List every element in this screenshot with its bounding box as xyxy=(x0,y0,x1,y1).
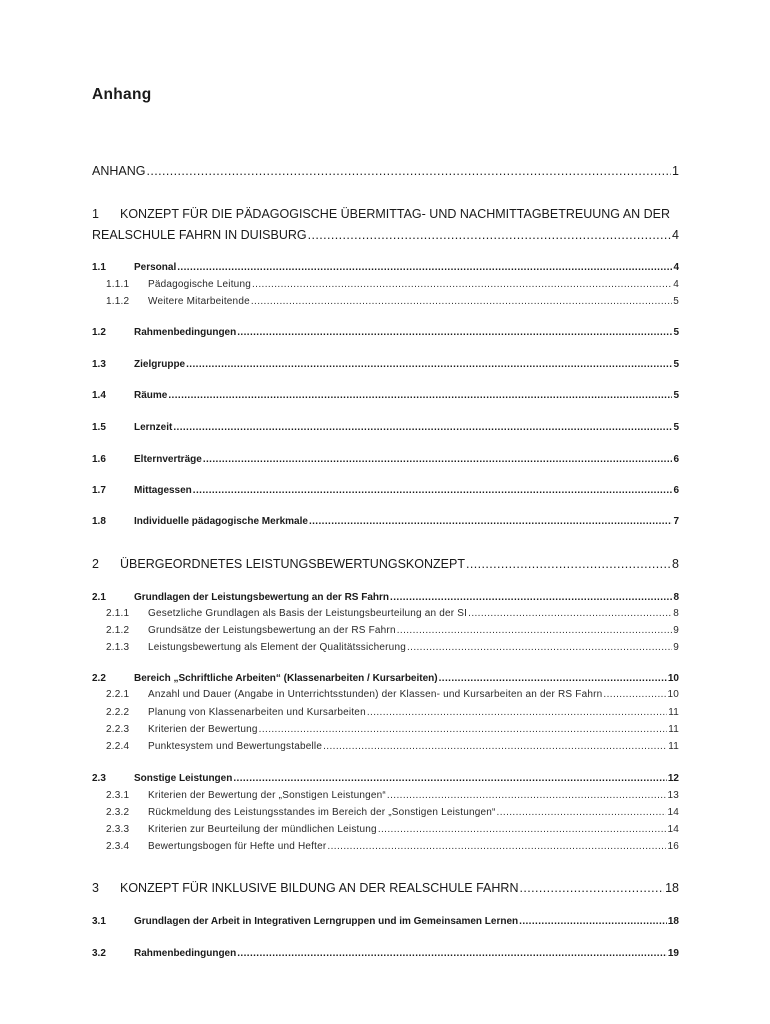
toc-page-number: 19 xyxy=(667,948,679,959)
toc-entry-chapter-1-line1[interactable] xyxy=(92,207,670,221)
toc-entry-label: Leistungsbewertung als Element der Qualitätssicherung xyxy=(148,642,406,653)
dot-leader xyxy=(407,643,672,653)
dot-leader xyxy=(468,609,672,619)
toc-entry-1-1-1[interactable] xyxy=(106,280,679,290)
toc-entry-label: Kriterien der Bewertung der „Sonstigen Leistungen“ xyxy=(148,790,386,801)
dot-leader xyxy=(193,486,673,496)
toc-page-number: 4 xyxy=(673,279,679,290)
toc-page-number: 10 xyxy=(667,689,679,700)
toc-entry-2-3-4[interactable] xyxy=(106,842,679,852)
dot-leader xyxy=(237,328,672,338)
toc-page-number: 6 xyxy=(673,485,679,496)
toc-entry-number: 1.4 xyxy=(92,390,106,401)
toc-entry-label: ÜBERGEORDNETES LEISTUNGSBEWERTUNGSKONZEPT xyxy=(120,557,465,571)
toc-entry-label: Räume xyxy=(134,390,168,401)
dot-leader xyxy=(327,842,666,852)
toc-entry-label: Sonstige Leistungen xyxy=(134,773,233,784)
toc-entry-number: 2.3.3 xyxy=(106,824,130,835)
dot-leader xyxy=(519,917,667,927)
toc-entry-1-4[interactable] xyxy=(92,391,679,401)
toc-entry-number: 3.2 xyxy=(92,948,106,959)
toc-entry-label: Lernzeit xyxy=(134,422,173,433)
toc-entry-number: 2.3.1 xyxy=(106,790,130,801)
toc-entry-chapter-1[interactable] xyxy=(92,229,679,242)
toc-page-number: 9 xyxy=(673,642,679,653)
toc-entry-number: 1.1.1 xyxy=(106,279,130,290)
toc-page-number: 5 xyxy=(673,390,679,401)
toc-entry-label: Personal xyxy=(134,262,177,273)
toc-entry-number: 1.3 xyxy=(92,359,106,370)
toc-entry-number: 1.1.2 xyxy=(106,296,130,307)
toc-page-number: 8 xyxy=(673,608,679,619)
toc-entry-number: 2.2 xyxy=(92,673,106,684)
toc-page-number: 11 xyxy=(668,724,679,735)
toc-entry-2-1-1[interactable] xyxy=(106,609,679,619)
toc-page-number: 9 xyxy=(673,625,679,636)
toc-page-number: 12 xyxy=(667,773,679,784)
toc-entry-label: Grundlagen der Arbeit in Integrativen Lerngruppen und im Gemeinsamen Lernen xyxy=(134,916,519,927)
toc-entry-2-3[interactable] xyxy=(92,774,679,784)
toc-entry-number: 2 xyxy=(92,557,99,571)
toc-entry-chapter-3[interactable] xyxy=(92,882,679,895)
toc-entry-label: Rahmenbedingungen xyxy=(134,948,237,959)
toc-entry-2-2-3[interactable] xyxy=(106,725,679,735)
toc-entry-2-3-3[interactable] xyxy=(106,825,679,835)
toc-entry-number: 3 xyxy=(92,881,99,895)
toc-entry-label: KONZEPT FÜR DIE PÄDAGOGISCHE ÜBERMITTAG- UND NACHMITTAGBETREUUNG AN DER xyxy=(120,207,671,221)
toc-entry-number: 1.1 xyxy=(92,262,106,273)
toc-entry-2-2[interactable] xyxy=(92,674,679,684)
toc-entry-label: Zielgruppe xyxy=(134,359,186,370)
toc-page-number: 11 xyxy=(668,707,679,718)
page-title: Anhang xyxy=(92,86,152,103)
toc-entry-2-2-1[interactable] xyxy=(106,690,679,700)
toc-entry-number: 2.3.2 xyxy=(106,807,130,818)
toc-entry-1-7[interactable] xyxy=(92,486,679,496)
dot-leader xyxy=(603,690,666,700)
toc-page-number: 13 xyxy=(667,790,679,801)
toc-entry-number: 1.7 xyxy=(92,485,106,496)
toc-entry-label: ANHANG xyxy=(92,164,146,178)
dot-leader xyxy=(173,423,672,433)
toc-entry-label: Grundlagen der Leistungsbewertung an der RS Fahrn xyxy=(134,592,390,603)
toc-entry-2-1-2[interactable] xyxy=(106,626,679,636)
toc-entry-number: 1 xyxy=(92,207,99,221)
toc-entry-2-1-3[interactable] xyxy=(106,643,679,653)
toc-entry-label: Weitere Mitarbeitende xyxy=(148,296,250,307)
toc-page-number: 8 xyxy=(673,592,679,603)
toc-page-number: 5 xyxy=(673,422,679,433)
dot-leader xyxy=(387,791,667,801)
toc-page-number: 4 xyxy=(673,262,679,273)
toc-entry-3-2[interactable] xyxy=(92,949,679,959)
dot-leader xyxy=(259,725,668,735)
dot-leader xyxy=(497,808,667,818)
dot-leader xyxy=(519,882,664,895)
toc-entry-1-1[interactable] xyxy=(92,263,679,273)
toc-page-number: 6 xyxy=(673,454,679,465)
toc-entry-label: Anzahl und Dauer (Angabe in Unterrichtsstunden) der Klassen- und Kursarbeiten an der RS Fahrn xyxy=(148,689,603,700)
toc-entry-number: 2.2.3 xyxy=(106,724,130,735)
dot-leader xyxy=(390,593,672,603)
toc-entry-2-3-2[interactable] xyxy=(106,808,679,818)
toc-entry-label: Kriterien der Bewertung xyxy=(148,724,258,735)
toc-page-number: 16 xyxy=(667,841,679,852)
dot-leader xyxy=(378,825,667,835)
toc-entry-2-1[interactable] xyxy=(92,593,679,603)
toc-entry-label: Elternverträge xyxy=(134,454,202,465)
dot-leader xyxy=(251,297,672,307)
toc-entry-anhang[interactable] xyxy=(92,165,679,178)
toc-entry-number: 2.1.1 xyxy=(106,608,130,619)
toc-entry-1-5[interactable] xyxy=(92,423,679,433)
toc-entry-number: 1.8 xyxy=(92,516,106,527)
toc-page-number: 1 xyxy=(672,164,679,178)
toc-entry-number: 1.5 xyxy=(92,422,106,433)
toc-page-number: 7 xyxy=(673,516,679,527)
dot-leader xyxy=(439,674,667,684)
dot-leader xyxy=(177,263,672,273)
toc-entry-chapter-2[interactable] xyxy=(92,558,679,571)
toc-entry-label: Planung von Klassenarbeiten und Kursarbeiten xyxy=(148,707,366,718)
toc-entry-label: REALSCHULE FAHRN IN DUISBURG xyxy=(92,228,307,242)
toc-entry-label: Bereich „Schriftliche Arbeiten“ (Klassenarbeiten / Kursarbeiten) xyxy=(134,673,438,684)
toc-entry-number: 2.3 xyxy=(92,773,106,784)
toc-entry-2-2-2[interactable] xyxy=(106,708,679,718)
dot-leader xyxy=(252,280,672,290)
toc-entry-number: 2.2.4 xyxy=(106,741,130,752)
toc-entry-number: 2.2.1 xyxy=(106,689,130,700)
toc-page-number: 5 xyxy=(673,359,679,370)
dot-leader xyxy=(308,229,671,242)
toc-entry-2-2-4[interactable] xyxy=(106,742,679,752)
toc-entry-2-3-1[interactable] xyxy=(106,791,679,801)
toc-entry-1-1-2[interactable] xyxy=(106,297,679,307)
toc-entry-label: Kriterien zur Beurteilung der mündlichen Leistung xyxy=(148,824,377,835)
toc-page-number: 10 xyxy=(667,673,679,684)
toc-entry-label: Gesetzliche Grundlagen als Basis der Leistungsbeurteilung an der SI xyxy=(148,608,468,619)
dot-leader xyxy=(237,949,667,959)
toc-entry-number: 2.1.3 xyxy=(106,642,130,653)
dot-leader xyxy=(203,455,673,465)
dot-leader xyxy=(367,708,667,718)
dot-leader xyxy=(309,517,672,527)
toc-entry-number: 1.6 xyxy=(92,454,106,465)
toc-entry-3-1[interactable] xyxy=(92,917,679,927)
toc-page-number: 5 xyxy=(673,296,679,307)
toc-entry-number: 2.3.4 xyxy=(106,841,130,852)
toc-entry-label: Mittagessen xyxy=(134,485,192,496)
dot-leader xyxy=(186,360,672,370)
toc-entry-label: Rahmenbedingungen xyxy=(134,327,237,338)
toc-entry-number: 1.2 xyxy=(92,327,106,338)
toc-entry-number: 2.1.2 xyxy=(106,625,130,636)
toc-entry-label: KONZEPT FÜR INKLUSIVE BILDUNG AN DER REALSCHULE FAHRN xyxy=(120,881,519,895)
toc-entry-label: Pädagogische Leitung xyxy=(148,279,251,290)
toc-entry-label: Rückmeldung des Leistungsstandes im Bereich der „Sonstigen Leistungen“ xyxy=(148,807,496,818)
toc-entry-label: Grundsätze der Leistungsbewertung an der RS Fahrn xyxy=(148,625,396,636)
toc-entry-1-2[interactable] xyxy=(92,328,679,338)
toc-entry-label: Punktesystem und Bewertungstabelle xyxy=(148,741,323,752)
dot-leader xyxy=(146,165,671,178)
toc-entry-label: Bewertungsbogen für Hefte und Hefter xyxy=(148,841,327,852)
toc-entry-1-8[interactable] xyxy=(92,517,679,527)
toc-page-number: 5 xyxy=(673,327,679,338)
toc-entry-label: Individuelle pädagogische Merkmale xyxy=(134,516,308,527)
dot-leader xyxy=(466,558,671,571)
toc-page-number: 14 xyxy=(667,824,679,835)
toc-entry-number: 2.2.2 xyxy=(106,707,130,718)
toc-page-number: 18 xyxy=(665,881,679,895)
toc-page-number: 11 xyxy=(668,741,679,752)
dot-leader xyxy=(323,742,667,752)
toc-page-number: 4 xyxy=(672,228,679,242)
toc-page-number: 8 xyxy=(672,557,679,571)
toc-entry-1-6[interactable] xyxy=(92,455,679,465)
toc-page-number: 14 xyxy=(667,807,679,818)
dot-leader xyxy=(168,391,672,401)
dot-leader xyxy=(233,774,667,784)
toc-entry-1-3[interactable] xyxy=(92,360,679,370)
toc-entry-number: 2.1 xyxy=(92,592,106,603)
dot-leader xyxy=(397,626,673,636)
toc-entry-number: 3.1 xyxy=(92,916,106,927)
toc-page-number: 18 xyxy=(667,916,679,927)
